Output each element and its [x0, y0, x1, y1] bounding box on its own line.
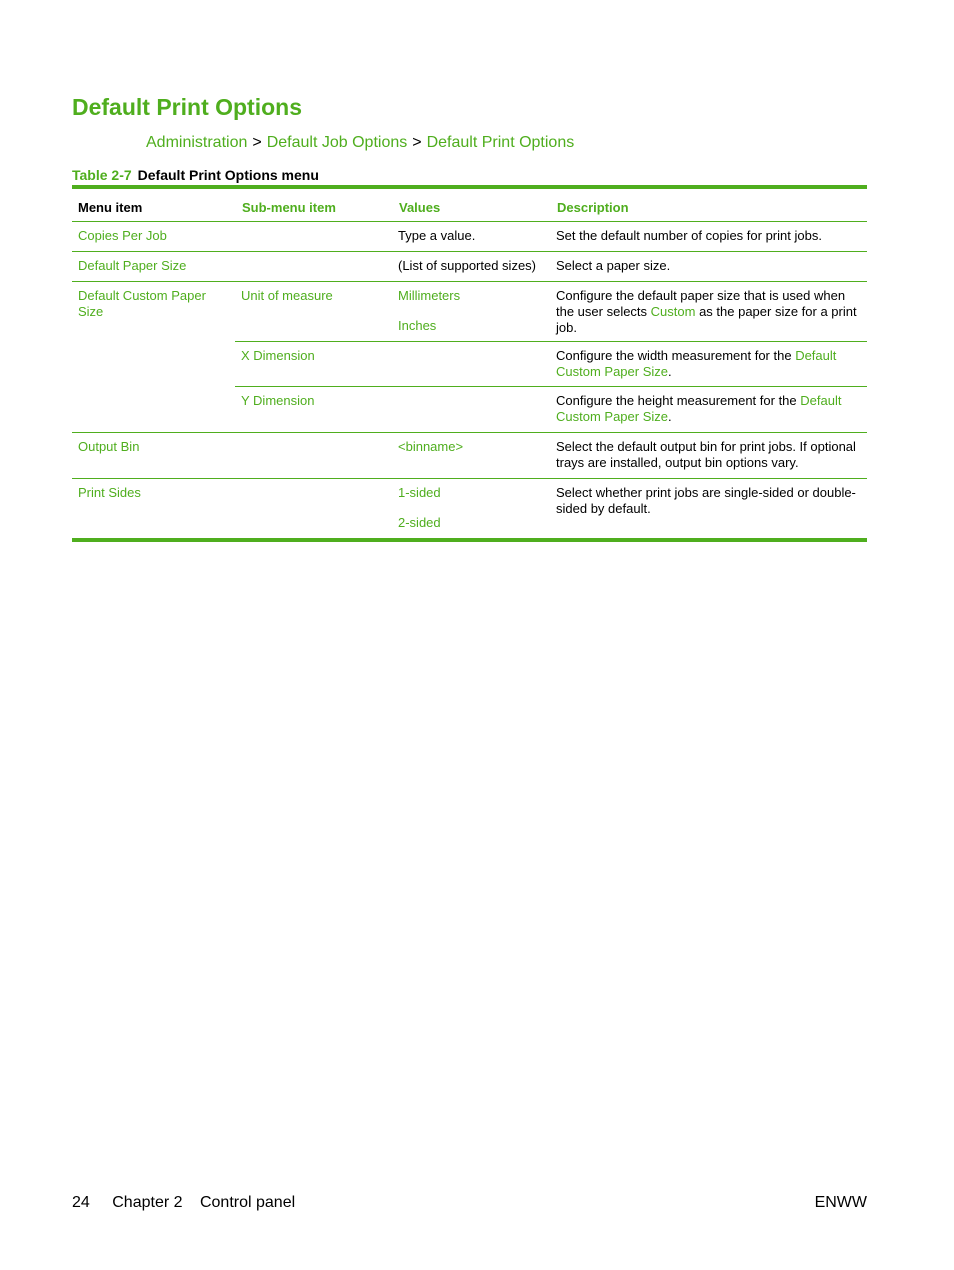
column-header-sub-menu-item: Sub-menu item	[235, 189, 392, 221]
sub-menu-item-cell	[235, 479, 392, 538]
values-list	[392, 282, 550, 341]
column-header-description: Description	[550, 189, 867, 221]
description-text	[550, 387, 867, 432]
description-text: Select the default output bin for print jobs. If optional trays are installed, output bin options vary.	[556, 439, 856, 470]
description-part: .	[668, 409, 672, 424]
sub-menu-item-y-dimension[interactable]: Y Dimension	[241, 393, 315, 408]
value-text: Type a value.	[398, 228, 476, 243]
page-number: 24	[72, 1194, 90, 1211]
value-millimeters[interactable]: Millimeters	[398, 288, 461, 303]
values-list	[392, 479, 550, 538]
page-footer-left	[72, 1193, 295, 1213]
value-inches[interactable]: Inches	[398, 318, 437, 333]
breadcrumb-separator: >	[252, 134, 262, 151]
table-row	[72, 251, 867, 281]
page-title: Default Print Options	[72, 94, 302, 120]
sub-menu-item-cell	[235, 433, 392, 478]
sub-menu-item-x-dimension[interactable]: X Dimension	[241, 348, 315, 363]
link-custom[interactable]: Custom	[650, 304, 696, 319]
description-text: Select a paper size.	[556, 258, 671, 273]
table-subrow	[235, 341, 867, 386]
menu-item-default-paper-size[interactable]: Default Paper Size	[78, 258, 187, 273]
values-cell	[392, 387, 550, 432]
table-row	[72, 222, 867, 251]
description-part: .	[668, 364, 672, 379]
breadcrumb-link-administration[interactable]: Administration	[146, 134, 248, 151]
description-text	[550, 282, 867, 341]
value-2-sided[interactable]: 2-sided	[398, 515, 441, 530]
description-text: Select whether print jobs are single-sided or double-sided by default.	[556, 485, 856, 516]
menu-item-copies-per-job[interactable]: Copies Per Job	[78, 228, 167, 243]
value-text: (List of supported sizes)	[398, 258, 537, 273]
column-header-values: Values	[392, 189, 550, 221]
sub-rows	[235, 282, 867, 432]
breadcrumb-link-default-job-options[interactable]: Default Job Options	[266, 134, 408, 151]
values-cell	[392, 342, 550, 386]
page-footer-right: ENWW	[814, 1194, 867, 1211]
breadcrumb-separator: >	[412, 134, 422, 151]
sub-menu-item-unit-of-measure[interactable]: Unit of measure	[241, 288, 333, 303]
table-number: Table 2-7	[72, 167, 132, 183]
breadcrumb	[146, 133, 574, 153]
footer-chapter: Chapter 2	[112, 1194, 183, 1211]
link-default-custom-paper-size[interactable]: Default Custom Paper Size	[556, 393, 842, 424]
menu-item-default-custom-paper-size[interactable]: Default Custom Paper Size	[78, 288, 206, 319]
description-part: as the paper size for a print job.	[556, 304, 857, 335]
footer-chapter-title: Control panel	[199, 1194, 296, 1211]
description-text	[550, 342, 867, 386]
default-print-options-table	[72, 185, 867, 542]
menu-item-print-sides[interactable]: Print Sides	[78, 485, 141, 500]
menu-item-output-bin[interactable]: Output Bin	[78, 439, 140, 454]
table-subrow	[235, 386, 867, 432]
value-binname[interactable]: <binname>	[398, 439, 464, 454]
description-part: Configure the default paper size that is used when the user selects	[556, 288, 846, 319]
table-caption	[72, 166, 319, 184]
table-row-group	[72, 281, 867, 432]
link-default-custom-paper-size[interactable]: Default Custom Paper Size	[556, 348, 837, 379]
value-1-sided[interactable]: 1-sided	[398, 485, 441, 500]
table-header-row	[72, 189, 867, 222]
sub-menu-item-cell	[235, 252, 392, 281]
description-part: Configure the height measurement for the	[556, 393, 801, 408]
table-caption-text: Default Print Options menu	[137, 167, 319, 183]
column-header-menu-item: Menu item	[78, 200, 143, 215]
sub-menu-item-cell	[235, 222, 392, 251]
breadcrumb-link-default-print-options[interactable]: Default Print Options	[426, 134, 575, 151]
table-subrow	[235, 282, 867, 341]
description-part: Configure the width measurement for the	[556, 348, 796, 363]
table-row	[72, 432, 867, 478]
table-row	[72, 478, 867, 538]
description-text: Set the default number of copies for print jobs.	[556, 228, 822, 243]
